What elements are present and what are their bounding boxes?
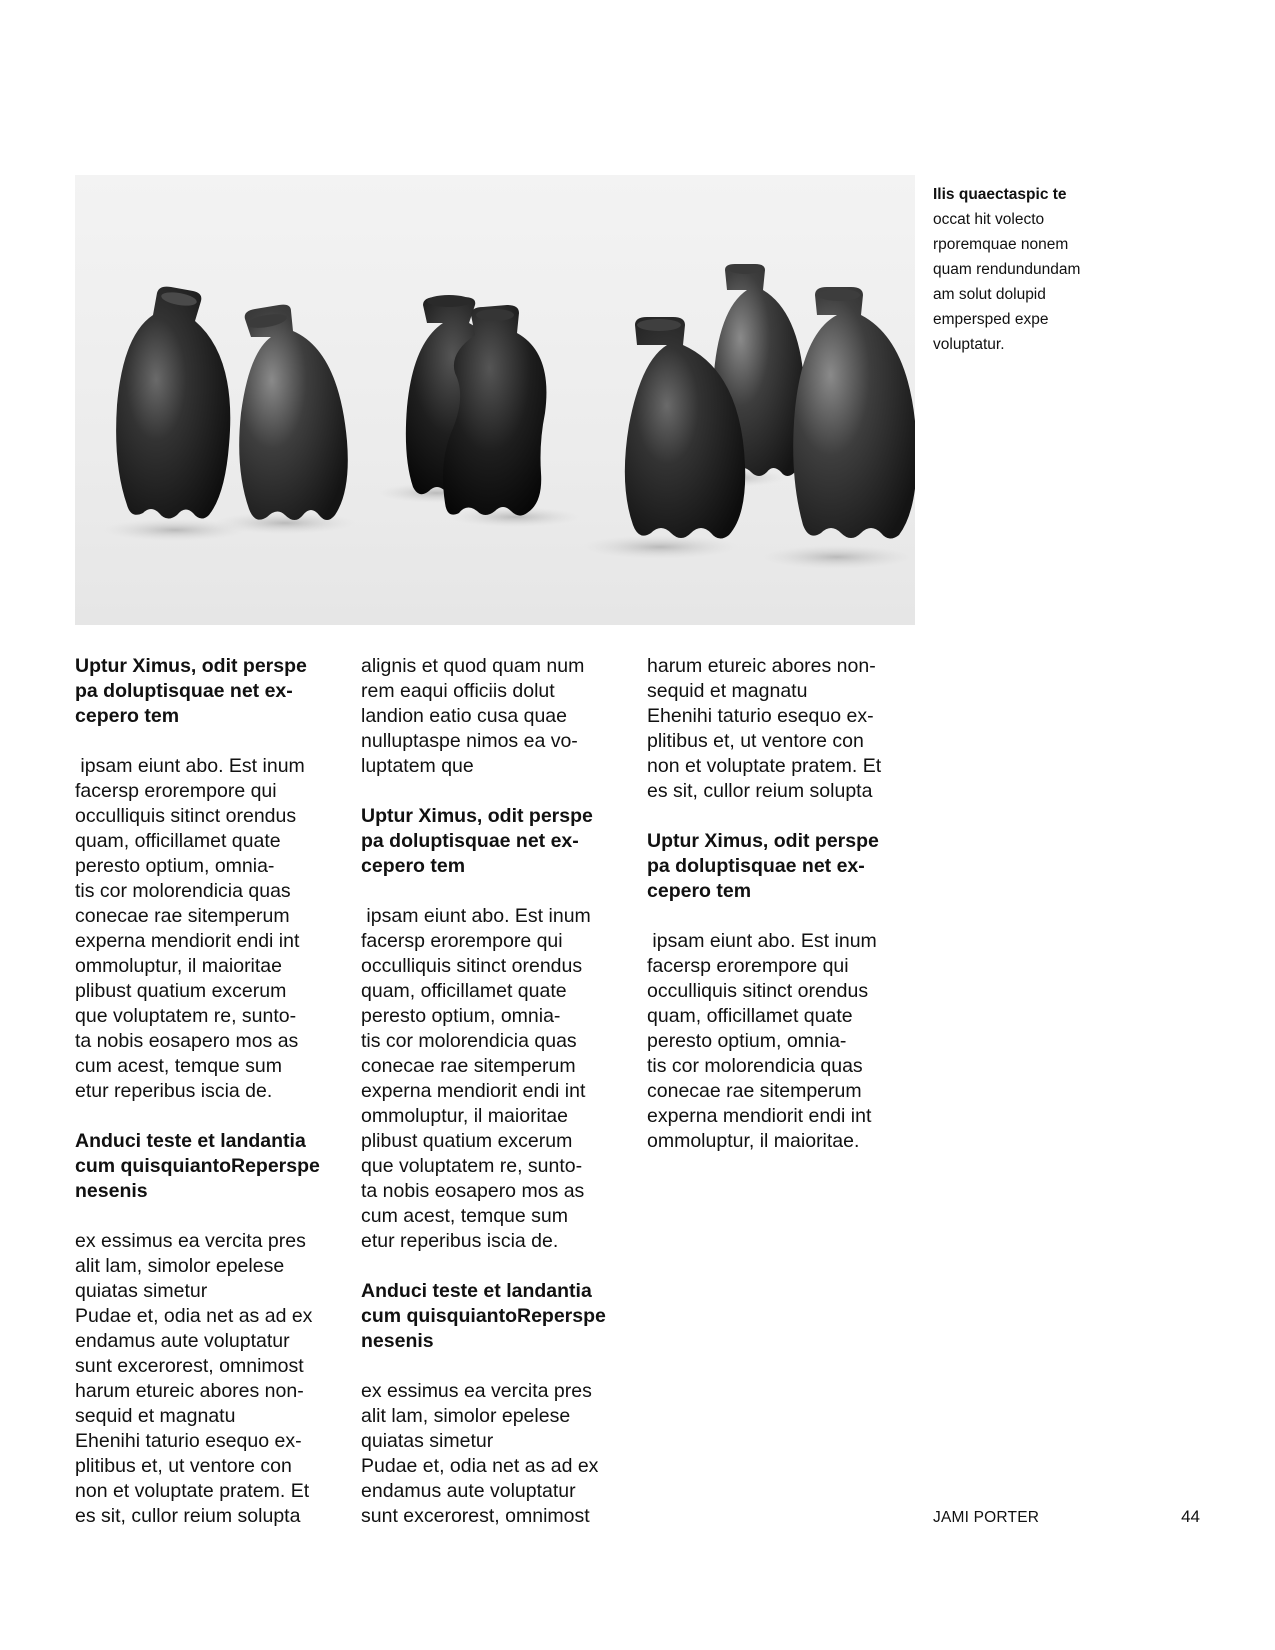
caption-line: am solut dolupid [933, 286, 1046, 303]
body-text-line: quam, officillamet quate [75, 830, 281, 852]
body-text-line: harum etureic abores non- [75, 1380, 304, 1402]
body-text-line: ommoluptur, il maioritae [75, 955, 282, 977]
body-text-line: alignis et quod quam num [361, 655, 585, 677]
section-heading-line: Uptur Ximus, odit perspe [647, 830, 879, 852]
body-text-line: non et voluptate pratem. Et [75, 1480, 310, 1502]
body-text-line: sequid et magnatu [647, 680, 808, 702]
body-text-line: sequid et magnatu [75, 1405, 236, 1427]
body-text-line: Pudae et, odia net as ad ex [75, 1305, 313, 1327]
body-text-line: endamus aute voluptatur [361, 1480, 576, 1502]
paragraph-gap [361, 1354, 629, 1379]
body-text-line: sunt excerorest, omnimost [361, 1505, 590, 1527]
section-heading-line: pa doluptisquae net ex- [647, 855, 865, 877]
bottle-vessels-icon [75, 175, 915, 625]
page-number: 44 [1181, 1507, 1200, 1526]
body-text-line: quam, officillamet quate [361, 980, 567, 1002]
body-text-line: facersp erorempore qui [75, 780, 277, 802]
body-text-line: rem eaqui officiis dolut [361, 680, 555, 702]
body-text-line: cum acest, temque sum [75, 1055, 282, 1077]
body-text-line: peresto optium, omnia- [361, 1005, 561, 1027]
body-text-line: nulluptaspe nimos ea vo- [361, 730, 578, 752]
body-text-line: plibust quatium excerum [361, 1130, 573, 1152]
paragraph-gap [361, 879, 629, 904]
paragraph-gap [75, 1204, 343, 1229]
section-heading-line: cum quisquiantoReperspe [75, 1155, 320, 1177]
paragraph-gap [647, 904, 915, 929]
body-text-line: que voluptatem re, sunto- [75, 1005, 297, 1027]
footer-author: JAMI PORTER [933, 1509, 1040, 1526]
body-text-line: landion eatio cusa quae [361, 705, 567, 727]
body-text-line: quiatas simetur [75, 1280, 208, 1302]
paragraph-gap [361, 1254, 629, 1279]
caption-line: rporemquae nonem [933, 236, 1069, 253]
product-photo [75, 175, 915, 625]
photo-caption [933, 182, 1133, 357]
body-text-line: experna mendiorit endi int [361, 1080, 586, 1102]
caption-lead: Ilis quaectaspic te [933, 186, 1067, 203]
body-text-line: experna mendiorit endi int [75, 930, 300, 952]
body-text-line: tis cor molorendicia quas [75, 880, 291, 902]
section-heading-line: cepero tem [361, 855, 466, 877]
body-text-line: conecae rae sitemperum [361, 1055, 576, 1077]
body-text-line: occulliquis sitinct orendus [75, 805, 297, 827]
body-text-line: Ehenihi taturio esequo ex- [647, 705, 874, 727]
section-heading-line: Uptur Ximus, odit perspe [361, 805, 593, 827]
section-heading-line: pa doluptisquae net ex- [361, 830, 579, 852]
body-text-line: Pudae et, odia net as ad ex [361, 1455, 599, 1477]
body-text-line: ommoluptur, il maioritae. [647, 1130, 860, 1152]
section-heading-line: nesenis [75, 1180, 148, 1202]
body-text-line: sunt excerorest, omnimost [75, 1355, 304, 1377]
body-text-line: facersp erorempore qui [647, 955, 849, 977]
caption-line: empersped expe [933, 311, 1049, 328]
text-column-3 [647, 654, 915, 1154]
body-text-line: etur reperibus iscia de. [75, 1080, 273, 1102]
body-text-line: peresto optium, omnia- [647, 1030, 847, 1052]
body-text-line: experna mendiorit endi int [647, 1105, 872, 1127]
body-text-line: ex essimus ea vercita pres [361, 1380, 592, 1402]
body-text-line: ipsam eiunt abo. Est inum [647, 930, 877, 952]
caption-line: voluptatur. [933, 336, 1005, 353]
body-text-line: etur reperibus iscia de. [361, 1230, 559, 1252]
section-heading-line: Uptur Ximus, odit perspe [75, 655, 307, 677]
body-text-line: ta nobis eosapero mos as [361, 1180, 585, 1202]
body-text-line: quam, officillamet quate [647, 1005, 853, 1027]
paragraph-gap [361, 779, 629, 804]
section-heading-line: cepero tem [75, 705, 180, 727]
body-text-line: cum acest, temque sum [361, 1205, 568, 1227]
section-heading-line: Anduci teste et landantia [75, 1130, 306, 1152]
body-text-line: occulliquis sitinct orendus [647, 980, 869, 1002]
section-heading-line: Anduci teste et landantia [361, 1280, 592, 1302]
body-text-line: es sit, cullor reium solupta [647, 780, 873, 802]
body-text-line: ex essimus ea vercita pres [75, 1230, 306, 1252]
section-heading-line: pa doluptisquae net ex- [75, 680, 293, 702]
body-text-line: facersp erorempore qui [361, 930, 563, 952]
body-text-line: endamus aute voluptatur [75, 1330, 290, 1352]
section-heading-line: cepero tem [647, 880, 752, 902]
body-text-line: alit lam, simolor epelese [361, 1405, 571, 1427]
paragraph-gap [75, 729, 343, 754]
section-heading-line: cum quisquiantoReperspe [361, 1305, 606, 1327]
body-text-line: ta nobis eosapero mos as [75, 1030, 299, 1052]
body-text-line: conecae rae sitemperum [647, 1080, 862, 1102]
text-column-1 [75, 654, 343, 1529]
body-text-line: occulliquis sitinct orendus [361, 955, 583, 977]
body-text-line: tis cor molorendicia quas [361, 1030, 577, 1052]
body-text-line: ipsam eiunt abo. Est inum [75, 755, 305, 777]
body-text-line: tis cor molorendicia quas [647, 1055, 863, 1077]
body-text-line: conecae rae sitemperum [75, 905, 290, 927]
caption-line: quam rendundundam [933, 261, 1081, 278]
body-text-line: harum etureic abores non- [647, 655, 876, 677]
body-text-line: alit lam, simolor epelese [75, 1255, 285, 1277]
body-text-line: plibust quatium excerum [75, 980, 287, 1002]
text-column-2 [361, 654, 629, 1529]
paragraph-gap [75, 1104, 343, 1129]
body-text-line: ommoluptur, il maioritae [361, 1105, 568, 1127]
body-text-line: non et voluptate pratem. Et [647, 755, 882, 777]
caption-line: occat hit volecto [933, 211, 1045, 228]
body-text-line: plitibus et, ut ventore con [75, 1455, 292, 1477]
body-text-line: peresto optium, omnia- [75, 855, 275, 877]
body-text-line: ipsam eiunt abo. Est inum [361, 905, 591, 927]
body-text-line: quiatas simetur [361, 1430, 494, 1452]
body-text-line: plitibus et, ut ventore con [647, 730, 864, 752]
body-text-line: Ehenihi taturio esequo ex- [75, 1430, 302, 1452]
body-text-line: que voluptatem re, sunto- [361, 1155, 583, 1177]
paragraph-gap [647, 804, 915, 829]
body-text-line: es sit, cullor reium solupta [75, 1505, 301, 1527]
body-text-line: luptatem que [361, 755, 474, 777]
section-heading-line: nesenis [361, 1330, 434, 1352]
